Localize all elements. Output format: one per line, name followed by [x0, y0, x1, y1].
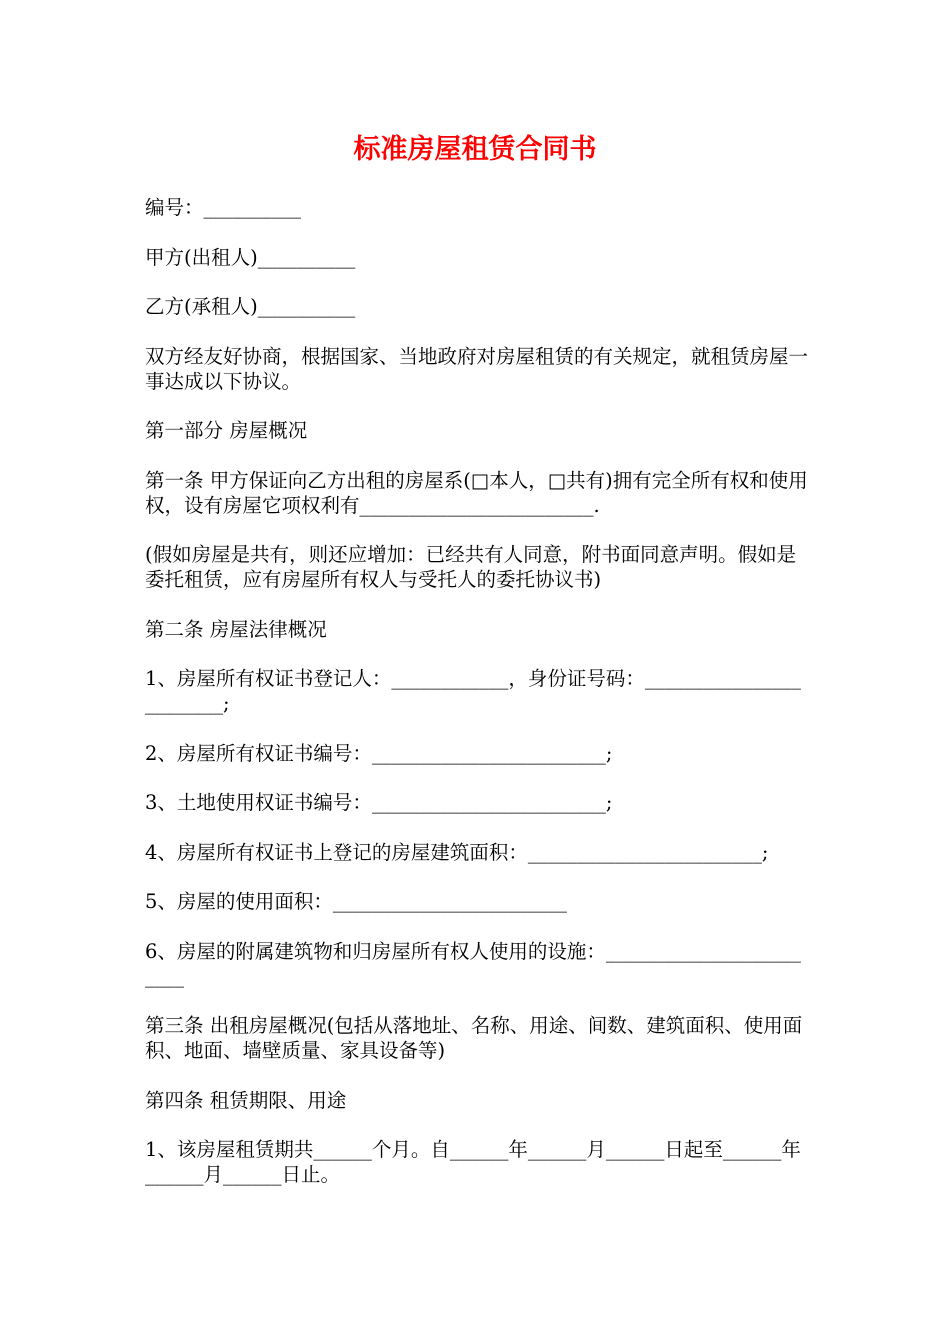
article-one-note: (假如房屋是共有，则还应增加：已经共有人同意，附书面同意声明。假如是委托租赁，应有房屋所有权人与受托人的委托协议书) — [145, 543, 797, 591]
document-title: 标准房屋租赁合同书 — [353, 134, 597, 165]
article-four-heading: 第四条 租赁期限、用途 — [145, 1088, 347, 1112]
article-three-paragraph: 第三条 出租房屋概况(包括从落地址、名称、用途、间数、建筑面积、使用面积、地面、墙壁质量、家具设备等) — [145, 1014, 803, 1062]
clause-2-1: 1、房屋所有权证书登记人：____________，身份证号码：________________________; — [145, 667, 801, 715]
preamble-paragraph: 双方经友好协商，根据国家、当地政府对房屋租赁的有关规定，就租赁房屋一事达成以下协议。 — [145, 344, 809, 393]
clause-2-6: 6、房屋的附属建筑物和归房屋所有权人使用的设施：________________________ — [145, 939, 801, 988]
field-contract-number: 编号：__________ — [145, 196, 302, 219]
clause-4-1: 1、该房屋租赁期共______个月。自______年______月______日起至______年______月______日止。 — [145, 1138, 801, 1186]
field-party-b-lessee: 乙方(承租人)__________ — [145, 295, 356, 318]
section-heading-part-one: 第一部分 房屋概况 — [145, 419, 308, 442]
article-one-paragraph: 第一条 甲方保证向乙方出租的房屋系(□本人，□共有)拥有完全所有权和使用权，设有房屋它项权利有________________________. — [145, 468, 808, 517]
clause-2-3: 3、土地使用权证书编号：________________________; — [145, 791, 613, 814]
clause-2-2: 2、房屋所有权证书编号：________________________; — [145, 741, 613, 765]
article-two-heading: 第二条 房屋法律概况 — [145, 617, 327, 641]
field-party-a-lessor: 甲方(出租人)__________ — [145, 245, 356, 269]
clause-2-5: 5、房屋的使用面积：________________________ — [145, 890, 567, 913]
clause-2-4: 4、房屋所有权证书上登记的房屋建筑面积：________________________; — [145, 840, 769, 864]
document-body — [145, 195, 810, 1212]
